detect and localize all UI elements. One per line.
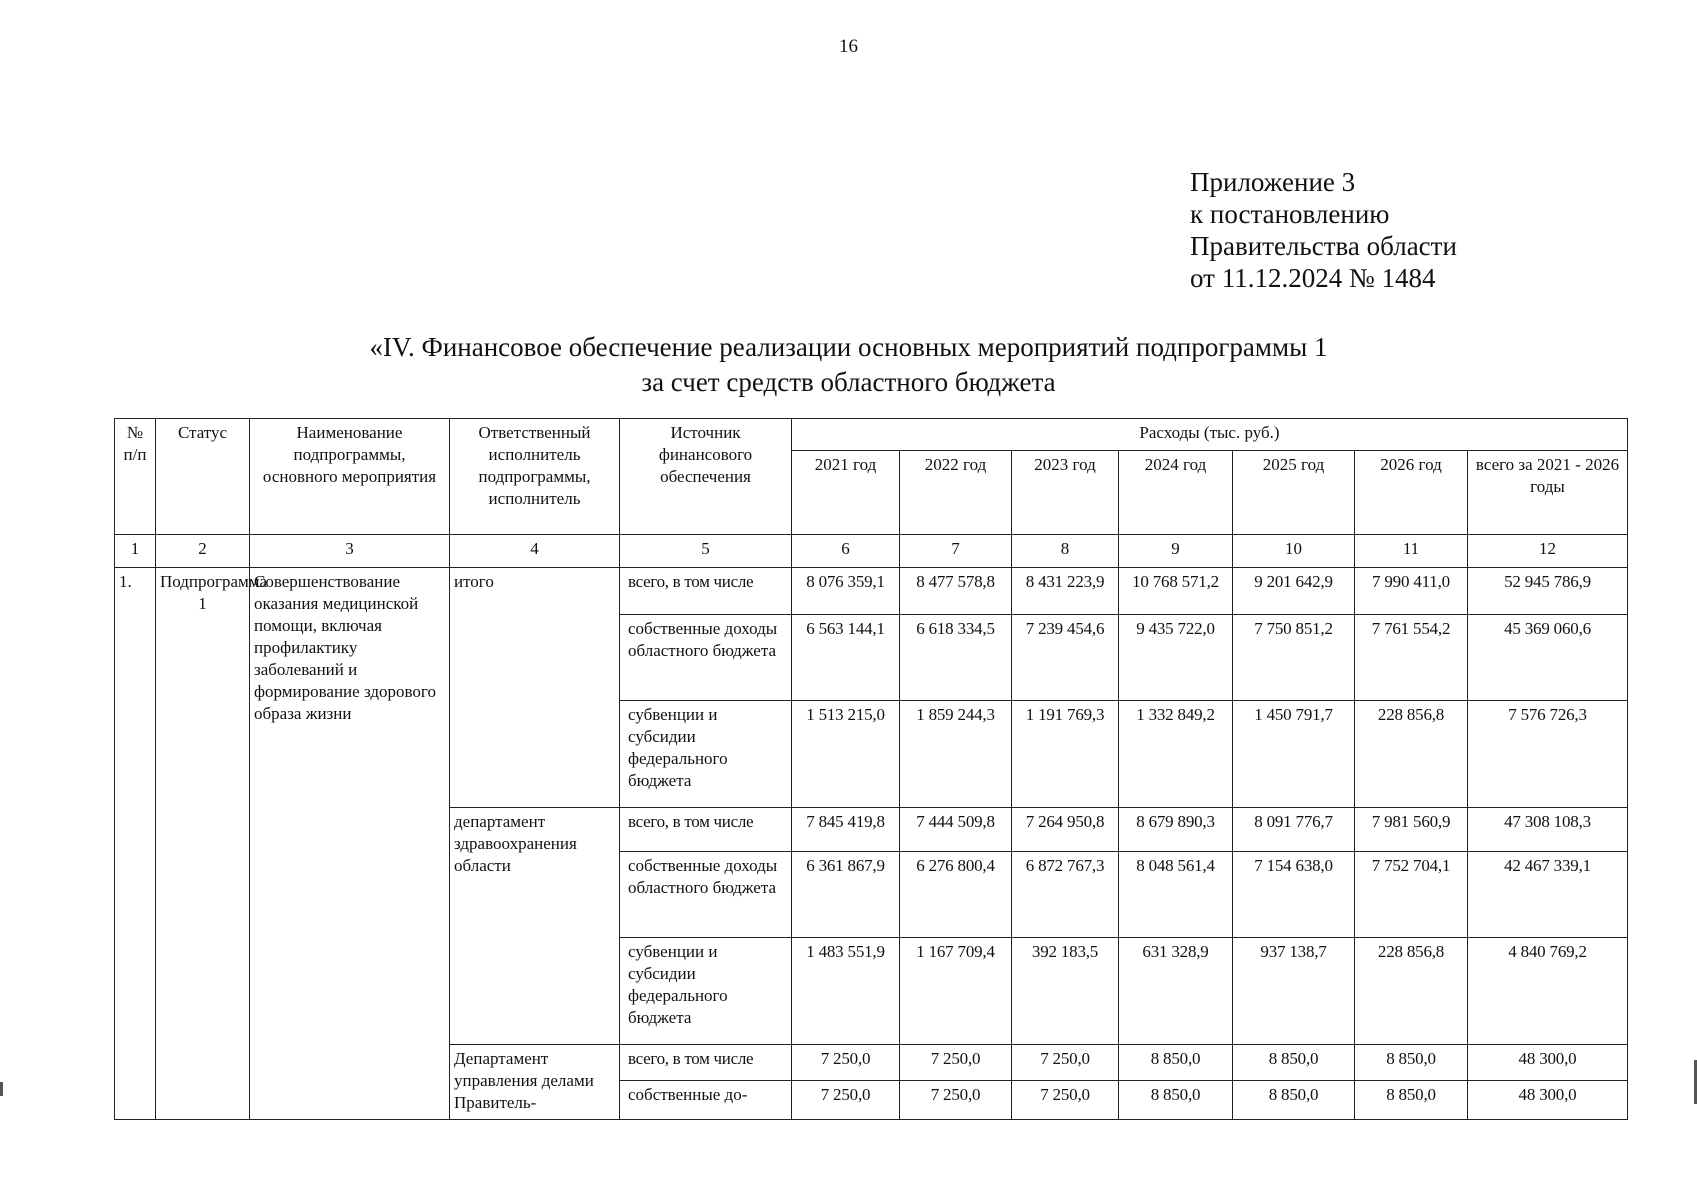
value-cell: 7 239 454,6 [1012,615,1119,701]
column-number-3: 3 [250,535,450,568]
header-year-3: 2023 год [1012,451,1119,535]
appendix-line-4: от 11.12.2024 № 1484 [1190,263,1436,293]
value-cell: 7 444 509,8 [900,808,1012,852]
source-cell: всего, в том числе [620,1045,792,1081]
row-status: Подпрограмма 1 [156,568,250,1119]
value-cell: 228 856,8 [1355,938,1468,1045]
value-cell: 6 563 144,1 [792,615,900,701]
value-cell: 6 872 767,3 [1012,852,1119,938]
header-no: № п/п [115,419,156,535]
value-cell: 6 361 867,9 [792,852,900,938]
header-year-6: 2026 год [1355,451,1468,535]
heading-line-2: за счет средств областного бюджета [641,367,1056,397]
header-year-1: 2021 год [792,451,900,535]
value-cell: 1 513 215,0 [792,701,900,808]
column-number-1: 1 [115,535,156,568]
value-cell: 45 369 060,6 [1468,615,1627,701]
header-executor: Ответственный исполнитель подпрограммы, исполнитель [450,419,620,535]
value-cell: 47 308 108,3 [1468,808,1627,852]
source-cell: собственные до- [620,1081,792,1119]
value-cell: 392 183,5 [1012,938,1119,1045]
value-cell: 7 576 726,3 [1468,701,1627,808]
value-cell: 7 990 411,0 [1355,568,1468,615]
header-year-2: 2022 год [900,451,1012,535]
column-number-4: 4 [450,535,620,568]
value-cell: 1 859 244,3 [900,701,1012,808]
value-cell: 8 850,0 [1355,1081,1468,1119]
source-cell: субвенции и субсидии федерального бюджета [620,701,792,808]
value-cell: 8 850,0 [1355,1045,1468,1081]
executor-cell: департамент здравоохранения области [450,808,620,1045]
heading-line-1: «IV. Финансовое обеспечение реализации основных мероприятий подпрограммы 1 [369,332,1328,362]
row-name: Совершенствование оказания медицинской помощи, включая профилактику заболеваний и формирование здорового образа жизни [250,568,450,1119]
appendix-line-1: Приложение 3 [1190,167,1356,197]
value-cell: 7 264 950,8 [1012,808,1119,852]
source-cell: собственные доходы областного бюджета [620,615,792,701]
value-cell: 8 679 890,3 [1119,808,1233,852]
value-cell: 1 450 791,7 [1233,701,1355,808]
value-cell: 48 300,0 [1468,1045,1627,1081]
header-name: Наименование подпрограммы, основного мероприятия [250,419,450,535]
value-cell: 10 768 571,2 [1119,568,1233,615]
column-number-8: 8 [1012,535,1119,568]
value-cell: 1 483 551,9 [792,938,900,1045]
header-expenses: Расходы (тыс. руб.) [792,419,1627,451]
value-cell: 6 618 334,5 [900,615,1012,701]
executor-cell: Департамент управления делами Правитель- [450,1045,620,1119]
financing-table [114,418,1628,1120]
value-cell: 7 981 560,9 [1355,808,1468,852]
value-cell: 52 945 786,9 [1468,568,1627,615]
header-year-7: всего за 2021 - 2026 годы [1468,451,1627,535]
value-cell: 8 850,0 [1119,1045,1233,1081]
column-number-6: 6 [792,535,900,568]
value-cell: 4 840 769,2 [1468,938,1627,1045]
executor-cell: итого [450,568,620,808]
value-cell: 228 856,8 [1355,701,1468,808]
section-heading [0,330,1697,400]
value-cell: 1 191 769,3 [1012,701,1119,808]
source-cell: собственные доходы областного бюджета [620,852,792,938]
appendix-line-2: к постановлению [1190,199,1390,229]
column-number-12: 12 [1468,535,1627,568]
value-cell: 9 435 722,0 [1119,615,1233,701]
column-number-9: 9 [1119,535,1233,568]
row-number: 1. [115,568,156,1119]
value-cell: 7 845 419,8 [792,808,900,852]
value-cell: 937 138,7 [1233,938,1355,1045]
value-cell: 8 477 578,8 [900,568,1012,615]
value-cell: 631 328,9 [1119,938,1233,1045]
value-cell: 8 076 359,1 [792,568,900,615]
value-cell: 8 048 561,4 [1119,852,1233,938]
header-status: Статус [156,419,250,535]
value-cell: 7 752 704,1 [1355,852,1468,938]
column-number-7: 7 [900,535,1012,568]
value-cell: 8 091 776,7 [1233,808,1355,852]
value-cell: 7 250,0 [1012,1081,1119,1119]
value-cell: 7 750 851,2 [1233,615,1355,701]
header-year-4: 2024 год [1119,451,1233,535]
header-year-5: 2025 год [1233,451,1355,535]
value-cell: 8 431 223,9 [1012,568,1119,615]
value-cell: 6 276 800,4 [900,852,1012,938]
value-cell: 9 201 642,9 [1233,568,1355,615]
value-cell: 7 250,0 [792,1045,900,1081]
page-number: 16 [839,36,858,57]
source-cell: всего, в том числе [620,568,792,615]
scan-mark-left [0,1082,3,1096]
appendix-block [1190,166,1457,294]
value-cell: 42 467 339,1 [1468,852,1627,938]
value-cell: 1 167 709,4 [900,938,1012,1045]
value-cell: 8 850,0 [1119,1081,1233,1119]
value-cell: 7 250,0 [900,1045,1012,1081]
column-number-10: 10 [1233,535,1355,568]
value-cell: 1 332 849,2 [1119,701,1233,808]
value-cell: 7 250,0 [900,1081,1012,1119]
column-number-5: 5 [620,535,792,568]
appendix-line-3: Правительства области [1190,231,1457,261]
value-cell: 7 761 554,2 [1355,615,1468,701]
value-cell: 8 850,0 [1233,1081,1355,1119]
value-cell: 8 850,0 [1233,1045,1355,1081]
value-cell: 48 300,0 [1518,1085,1577,1104]
column-number-11: 11 [1355,535,1468,568]
value-cell: 7 250,0 [1012,1045,1119,1081]
column-number-2: 2 [156,535,250,568]
source-cell: субвенции и субсидии федерального бюджета [620,938,792,1045]
header-source: Источник финансового обеспечения [620,419,792,535]
source-cell: всего, в том числе [620,808,792,852]
value-cell: 7 250,0 [792,1081,900,1119]
value-cell: 7 154 638,0 [1233,852,1355,938]
